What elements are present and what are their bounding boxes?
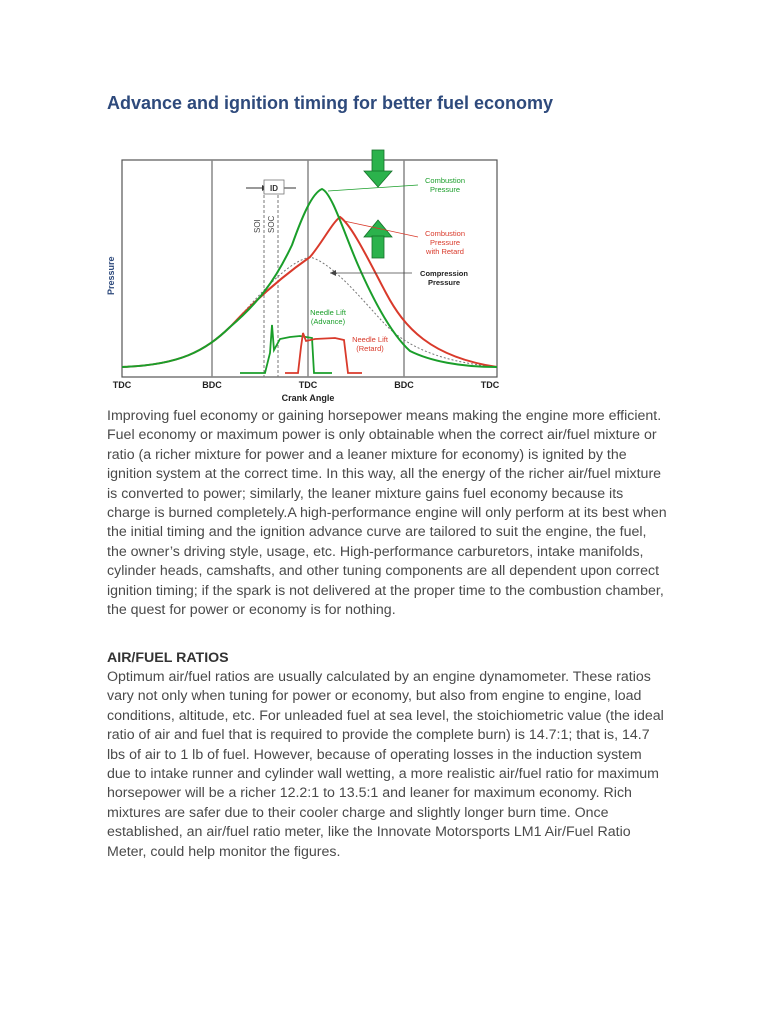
label-combustion-pressure-2: Pressure [429, 185, 461, 194]
label-compression-pressure-1: Compression [420, 269, 468, 278]
intro-paragraph: Improving fuel economy or gaining horsepower means making the engine more efficient. Fuel economy or maximum power is only obtainable when the correct air/fuel mixture or ratio (a richer mixture for power and a leaner mixture for economy) is ignited by the ignition system at the correct time. In this way, all the energy of the richer air/fuel mixture is converted to power; similarly, the leaner mixture gains fuel economy because its charge is burned completely.A high-performance engine will only perform at its best when the initial timing and the ignition advance curve are tailored to suit the engine, the fuel, the owner’s driving style, usage, etc. High-performance carburetors, intake manifolds, cylinder heads, camshafts, and other tuning components are all dependent upon correct ignition timing; if the spark is not delivered at the proper time to the combustion chamber, the quest for power or economy is for nothing. [107, 408, 667, 619]
label-combustion-pressure-1: Combustion [424, 176, 466, 185]
x-tick-label: TDC [298, 380, 318, 390]
label-combustion-retard-1: Combustion [424, 229, 466, 238]
label-combustion-retard-2: Pressure [429, 238, 461, 247]
section-heading-air-fuel-ratios: AIR/FUEL RATIOS [107, 650, 229, 666]
id-label: ID [270, 184, 278, 193]
needle-lift-retard-curve [285, 333, 362, 373]
label-compression-pressure-2: Pressure [427, 278, 461, 287]
needle-lift-advance-curve [240, 325, 332, 373]
soi-label: SOI [253, 219, 262, 233]
diagram-svg [100, 145, 505, 405]
label-needle-lift-advance-1: Needle Lift [310, 308, 346, 317]
x-tick-label: TDC [480, 380, 500, 390]
arrow-up-icon [364, 220, 392, 258]
x-tick-label: TDC [112, 380, 132, 390]
page-title: Advance and ignition timing for better fuel economy [107, 93, 554, 113]
x-tick-label: BDC [394, 380, 414, 390]
label-combustion-retard-3: with Retard [426, 247, 464, 256]
label-needle-lift-advance-2: (Advance) [310, 317, 346, 326]
y-axis-label: Pressure [106, 256, 116, 295]
arrow-down-icon [364, 150, 392, 187]
pressure-crank-angle-diagram [100, 145, 505, 405]
label-needle-lift-retard-2: (Retard) [356, 344, 384, 353]
x-tick-label: BDC [202, 380, 222, 390]
air-fuel-paragraph: Optimum air/fuel ratios are usually calculated by an engine dynamometer. These ratios vary not only when tuning for power or economy, but also from engine to engine, load conditions, altitude, etc. For unleaded fuel at sea level, the stoichiometric value (the ideal ratio of air and fuel that is required to provide the complete burn) is 14.7:1; that is, 14.7 lbs of air to 1 lb of fuel. However, because of operating losses in the induction system due to intake runner and cylinder wall wetting, a more realistic air/fuel ratio for maximum horsepower will be a richer 12.2:1 to 13.5:1 and leaner for maximum economy. Rich mixtures are safer due to their cooler charge and slightly longer burn time. Once established, an air/fuel ratio meter, like the Innovate Motorsports LM1 Air/Fuel Ratio Meter, could help monitor the figures. [107, 669, 664, 860]
x-axis-label: Crank Angle [281, 393, 335, 403]
soc-label: SOC [267, 215, 276, 233]
label-needle-lift-retard-1: Needle Lift [352, 335, 388, 344]
